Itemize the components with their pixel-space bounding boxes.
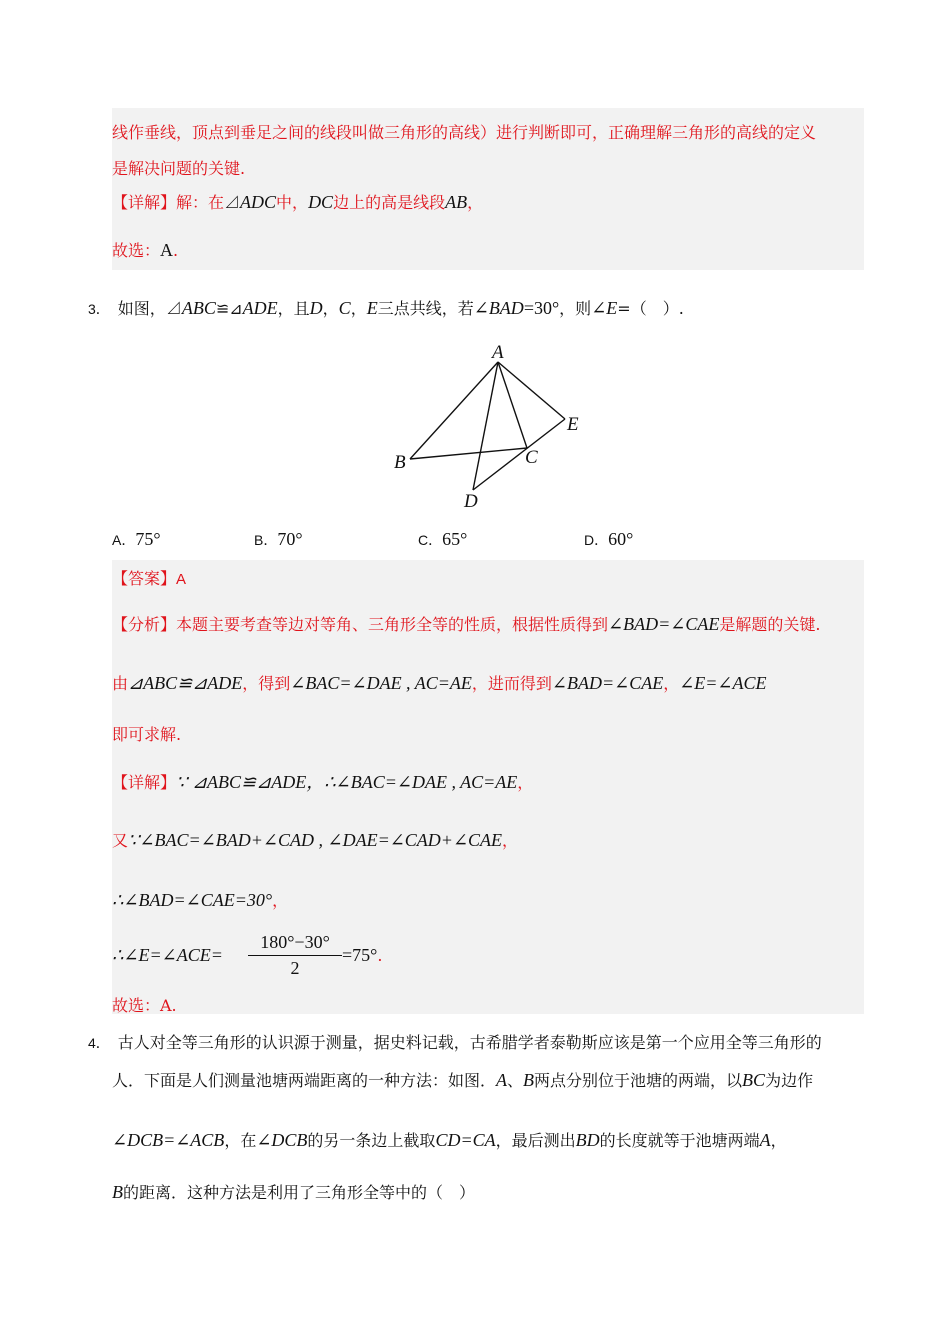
segment-bc — [410, 448, 527, 459]
question-number: 4． — [88, 1035, 110, 1051]
segment-de — [473, 419, 565, 490]
fraction-denominator: 2 — [290, 958, 300, 978]
detail-line-1: 【详解】∵ ⊿ABC≌⊿ADE，∴∠BAC=∠DAE , AC=AE， — [112, 772, 534, 792]
option-c[interactable]: C．65° — [418, 529, 468, 549]
fraction — [248, 932, 342, 979]
q3-triangle-figure — [380, 336, 600, 516]
prev-analysis-line-2: 是解决问题的关键. — [112, 159, 246, 178]
q4-line-1: 4． 古人对全等三角形的认识源于测量，据史料记载，古希腊学者泰勒斯应该是第一个应用全等三角形的 — [88, 1033, 822, 1052]
segment-ad — [473, 362, 498, 490]
prev-choose-line: 故选：A. — [112, 240, 179, 260]
option-d[interactable]: D．60° — [584, 529, 634, 549]
detail-line-2: 又∵∠BAC=∠BAD+∠CAD , ∠DAE=∠CAD+∠CAE， — [112, 830, 519, 850]
label-b: B — [394, 452, 406, 473]
option-a[interactable]: A．75° — [112, 529, 161, 549]
label-c: C — [525, 447, 538, 468]
detail-line-3: ∴∠BAD=∠CAE=30°， — [112, 890, 289, 910]
detail-line-4: ∴∠E=∠ACE= — [112, 945, 223, 965]
analysis-line-1: 【分析】本题主要考查等边对等角、三角形全等的性质，根据性质得到∠BAD=∠CAE是解题的关键. — [112, 614, 821, 634]
detail-tag: 【详解】 — [112, 193, 177, 212]
label-e: E — [567, 414, 579, 435]
answer-line: 【答案】A — [112, 569, 187, 588]
analysis-line-2: 由⊿ABC≌⊿ADE，得到∠BAC=∠DAE , AC=AE，进而得到∠BAD=∠CAE，∠E=∠ACE — [112, 673, 767, 693]
q4-line-3: ∠DCB=∠ACB，在∠DCB的另一条边上截取CD=CA，最后测出BD的长度就等于池塘两端A， — [112, 1130, 787, 1150]
q4-line-4: B的距离．这种方法是利用了三角形全等中的（ ） — [112, 1182, 476, 1202]
q3-stem: 3． 如图，⊿ABC≌⊿ADE，且D，C，E三点共线，若∠BAD=30°，则∠E=（ ）. — [88, 298, 684, 318]
fraction-bar — [248, 955, 342, 956]
analysis-line-3: 即可求解. — [112, 725, 182, 744]
segment-ab — [410, 362, 498, 459]
detail-line-4-result: =75°. — [342, 945, 383, 965]
q4-line-2: 人．下面是人们测量池塘两端距离的一种方法：如图．A、B两点分别位于池塘的两端，以BC为边作 — [112, 1070, 814, 1090]
option-b[interactable]: B．70° — [254, 529, 303, 549]
label-d: D — [464, 491, 478, 512]
label-a: A — [492, 342, 504, 363]
prev-detail-line: 【详解】解：在⊿ADC中，DC边上的高是线段AB， — [112, 192, 484, 212]
choose-line: 故选：A. — [112, 996, 177, 1015]
fraction-numerator: 180°−30° — [260, 932, 330, 952]
question-number: 3． — [88, 301, 110, 317]
prev-analysis-line-1: 线作垂线，顶点到垂足之间的线段叫做三角形的高线）进行判断即可，正确理解三角形的高线的定义 — [112, 123, 817, 142]
